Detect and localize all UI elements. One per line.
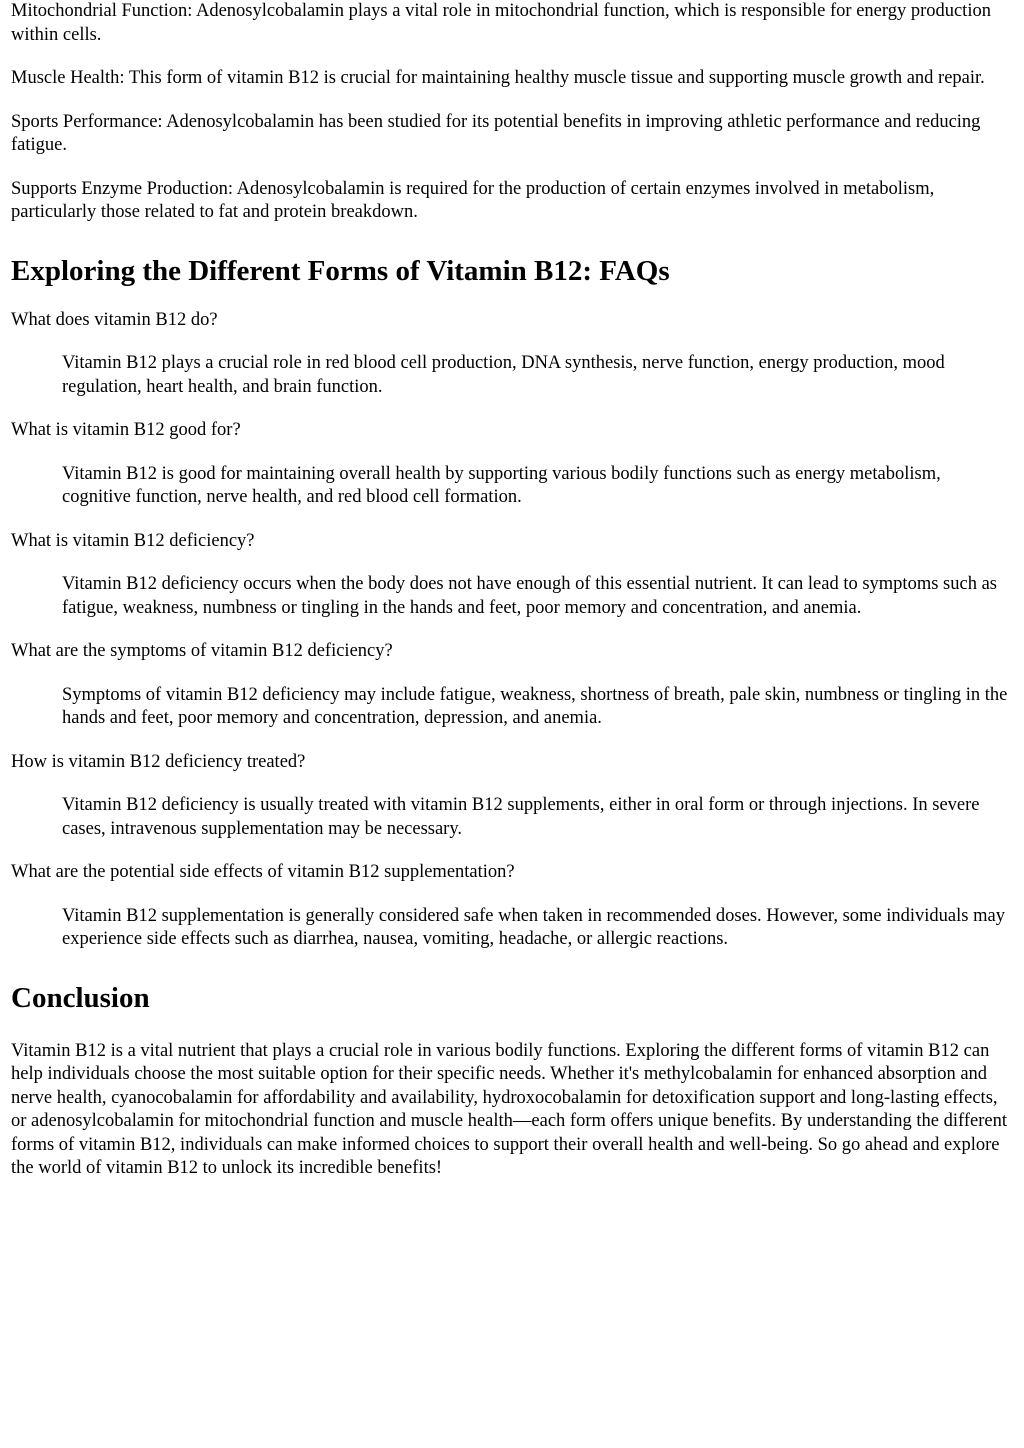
- faq-question: How is vitamin B12 deficiency treated?: [11, 751, 306, 772]
- faq-heading: Exploring the Different Forms of Vitamin B12: FAQs: [11, 254, 670, 287]
- benefit-enzyme-production: Supports Enzyme Production: Adenosylcobalamin is required for the production of certain enzymes involved in metabolism, particularly those related to fat and protein breakdown.: [11, 178, 935, 222]
- faq-list: [11, 309, 1014, 952]
- conclusion-paragraph: Vitamin B12 is a vital nutrient that plays a crucial role in various bodily functions. Exploring the different forms of vitamin B12 can help individuals choose the most suitable option for their specific needs. Whether it's methylcobalamin for enhanced absorption and nerve health, cyanocobalamin for affordability and availability, hydroxocobalamin for detoxification support and long-lasting effects, or adenosylcobalamin for mitochondrial function and muscle health—each form offers unique benefits. By understanding the different forms of vitamin B12, individuals can make informed choices to support their overall health and well-being. So go ahead and explore the world of vitamin B12 to unlock its incredible benefits!: [11, 1040, 1007, 1178]
- faq-answer: Symptoms of vitamin B12 deficiency may include fatigue, weakness, shortness of breath, pale skin, numbness or tingling in the hands and feet, poor memory and concentration, depression, and anemia.: [62, 684, 1008, 728]
- faq-section: [11, 254, 1014, 952]
- faq-question: What is vitamin B12 deficiency?: [11, 530, 255, 551]
- faq-answer: Vitamin B12 plays a crucial role in red blood cell production, DNA synthesis, nerve function, energy production, mood regulation, heart health, and brain function.: [62, 353, 945, 397]
- faq-answer: Vitamin B12 supplementation is generally considered safe when taken in recommended doses. However, some individuals may experience side effects such as diarrhea, nausea, vomiting, headache, or allergic reactions.: [62, 905, 1005, 949]
- faq-answer: Vitamin B12 deficiency occurs when the body does not have enough of this essential nutrient. It can lead to symptoms such as fatigue, weakness, numbness or tingling in the hands and feet, poor memory and concentration, and anemia.: [62, 574, 997, 618]
- faq-question: What does vitamin B12 do?: [11, 309, 218, 330]
- faq-question: What are the potential side effects of vitamin B12 supplementation?: [11, 862, 515, 882]
- benefit-sports-performance: Sports Performance: Adenosylcobalamin has been studied for its potential benefits in improving athletic performance and reducing fatigue.: [11, 111, 981, 155]
- faq-question: What is vitamin B12 good for?: [11, 420, 241, 440]
- faq-answer: Vitamin B12 is good for maintaining overall health by supporting various bodily functions such as energy metabolism, cognitive function, nerve health, and red blood cell formation.: [62, 463, 941, 507]
- benefits-section: [11, 0, 1014, 225]
- conclusion-section: [11, 981, 1014, 1181]
- faq-answer: Vitamin B12 deficiency is usually treated with vitamin B12 supplements, either in oral form or through injections. In severe cases, intravenous supplementation may be necessary.: [62, 795, 980, 839]
- conclusion-heading: Conclusion: [11, 981, 150, 1014]
- benefit-muscle-health: Muscle Health: This form of vitamin B12 is crucial for maintaining healthy muscle tissue and supporting muscle growth and repair.: [11, 68, 985, 88]
- faq-question: What are the symptoms of vitamin B12 deficiency?: [11, 641, 393, 661]
- benefit-mitochondrial-function: Mitochondrial Function: Adenosylcobalamin plays a vital role in mitochondrial function, which is responsible for energy production within cells.: [11, 1, 991, 45]
